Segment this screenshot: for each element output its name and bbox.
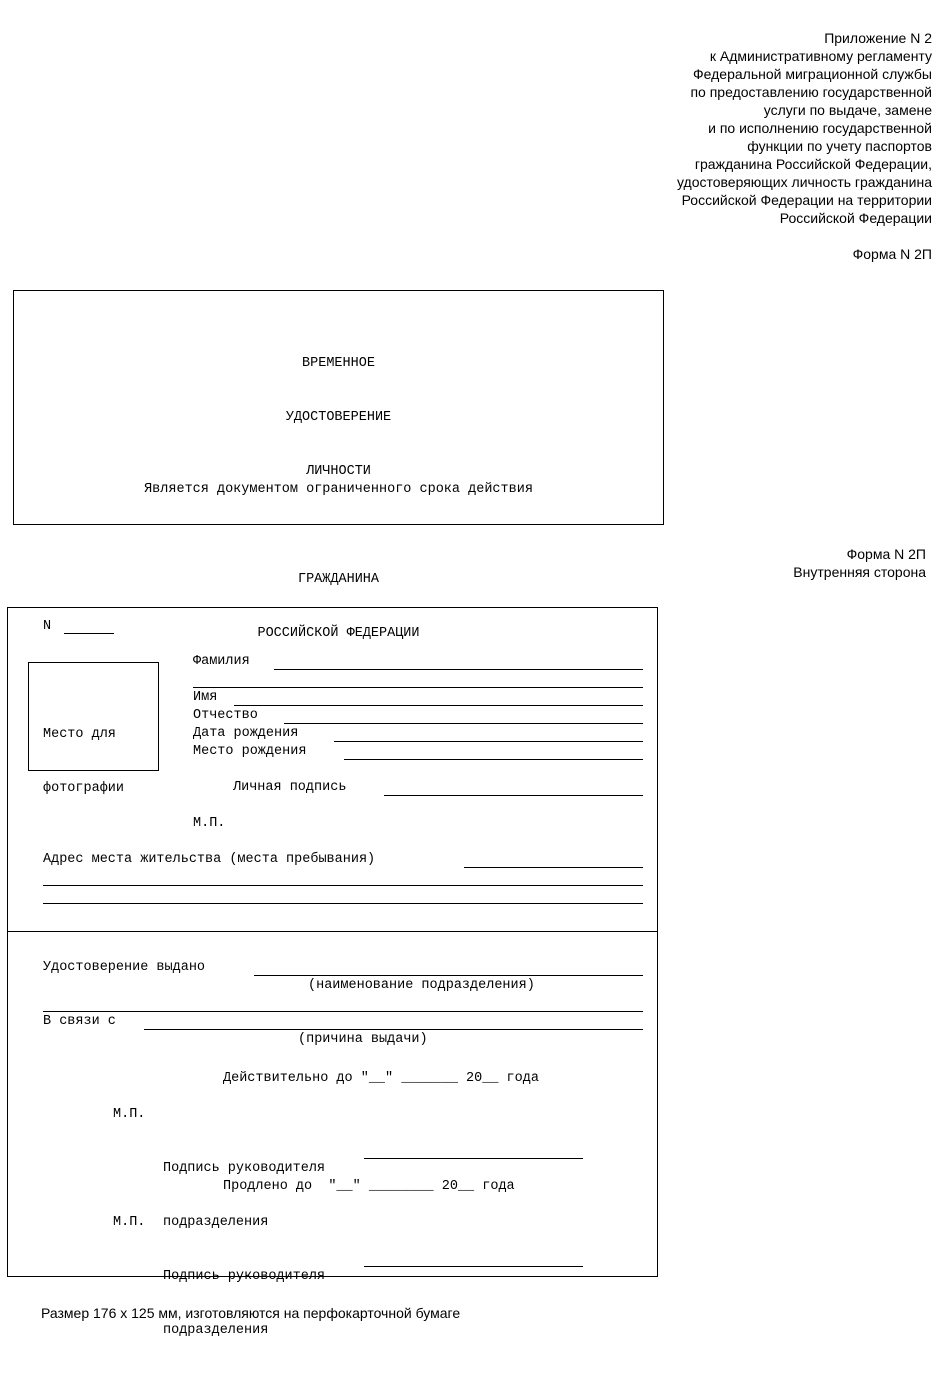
issued-hint: (наименование подразделения) [308, 978, 535, 993]
seal-label-3: М.П. [113, 1215, 146, 1230]
head-signature-line: подразделения [163, 1323, 269, 1338]
appendix-line: Приложение N 2 [824, 30, 932, 46]
reason-label: В связи с [43, 1014, 116, 1029]
issued-field [254, 975, 643, 976]
cover-title-line: ГРАЖДАНИНА [297, 572, 379, 587]
reason-hint: (причина выдачи) [298, 1032, 428, 1047]
head-signature-field [364, 1158, 583, 1159]
cover-title-line: ЛИЧНОСТИ [306, 464, 371, 479]
patronymic-field [284, 723, 643, 724]
appendix-line: услуги по выдаче, замене [763, 102, 932, 118]
birth-place-field [344, 759, 643, 760]
name-field [234, 705, 643, 706]
birth-date-field [334, 741, 643, 742]
signature-field [384, 795, 643, 796]
cover-title-line: РОССИЙСКОЙ ФЕДЕРАЦИИ [257, 626, 420, 641]
signature-label: Личная подпись [233, 780, 347, 795]
photo-placeholder [28, 662, 159, 796]
appendix-line: Российской Федерации на территории [681, 192, 932, 208]
head-signature-line: подразделения [163, 1215, 269, 1230]
appendix-line: удостоверяющих личность гражданина [676, 174, 932, 190]
size-note: Размер 176 x 125 мм, изготовляются на перфокарточной бумаге [41, 1305, 461, 1321]
appendix-header [677, 29, 932, 227]
cover-box [13, 290, 664, 641]
appendix-line: функции по учету паспортов [747, 138, 932, 154]
form-label: Форма N 2П [852, 246, 932, 262]
patronymic-label: Отчество [193, 708, 258, 723]
seal-label: М.П. [193, 816, 226, 831]
number-label: N [43, 619, 52, 634]
head-signature-field-2 [364, 1266, 583, 1267]
address-label: Адрес места жительства (места пребывания) [43, 852, 376, 867]
appendix-line: и по исполнению государственной [708, 120, 932, 136]
inner-form-label: Форма N 2П [846, 546, 926, 562]
cover-title-line: ВРЕМЕННОЕ [302, 356, 375, 371]
birth-place-label: Место рождения [193, 744, 307, 759]
appendix-line: к Административному регламенту [709, 48, 932, 64]
issued-label: Удостоверение выдано [43, 960, 206, 975]
surname-label: Фамилия [193, 654, 250, 669]
photo-label-line: Место для [43, 727, 116, 742]
number-field [64, 633, 114, 634]
surname-field-extra [193, 687, 643, 688]
photo-label [43, 690, 124, 834]
valid-until: Действительно до "__" _______ 20__ года [223, 1071, 539, 1086]
appendix-line: по предоставлению государственной [690, 84, 932, 100]
birth-date-label: Дата рождения [193, 726, 299, 741]
reason-field [144, 1029, 643, 1030]
cover-title-line: УДОСТОВЕРЕНИЕ [285, 410, 392, 425]
appendix-line: Российской Федерации [779, 210, 932, 226]
section-divider [7, 931, 658, 932]
surname-field [274, 669, 643, 670]
address-field-line-3 [43, 903, 643, 904]
extended-until: Продлено до "__" ________ 20__ года [223, 1179, 515, 1194]
seal-label-2: М.П. [113, 1107, 146, 1122]
address-field-line-2 [43, 885, 643, 886]
inner-side-label: Внутренняя сторона [793, 564, 926, 580]
appendix-line: Федеральной миграционной службы [693, 66, 932, 82]
appendix-line: гражданина Российской Федерации, [694, 156, 932, 172]
validity-note: Является документом ограниченного срока действия [144, 482, 533, 497]
name-label: Имя [193, 690, 218, 705]
photo-label-line: фотографии [43, 781, 125, 796]
address-field [464, 867, 643, 868]
issued-field-extra [43, 1011, 643, 1012]
cover-title-line [14, 517, 663, 535]
head-signature-line: Подпись руководителя [163, 1269, 326, 1284]
head-signature-line: Подпись руководителя [163, 1161, 326, 1176]
